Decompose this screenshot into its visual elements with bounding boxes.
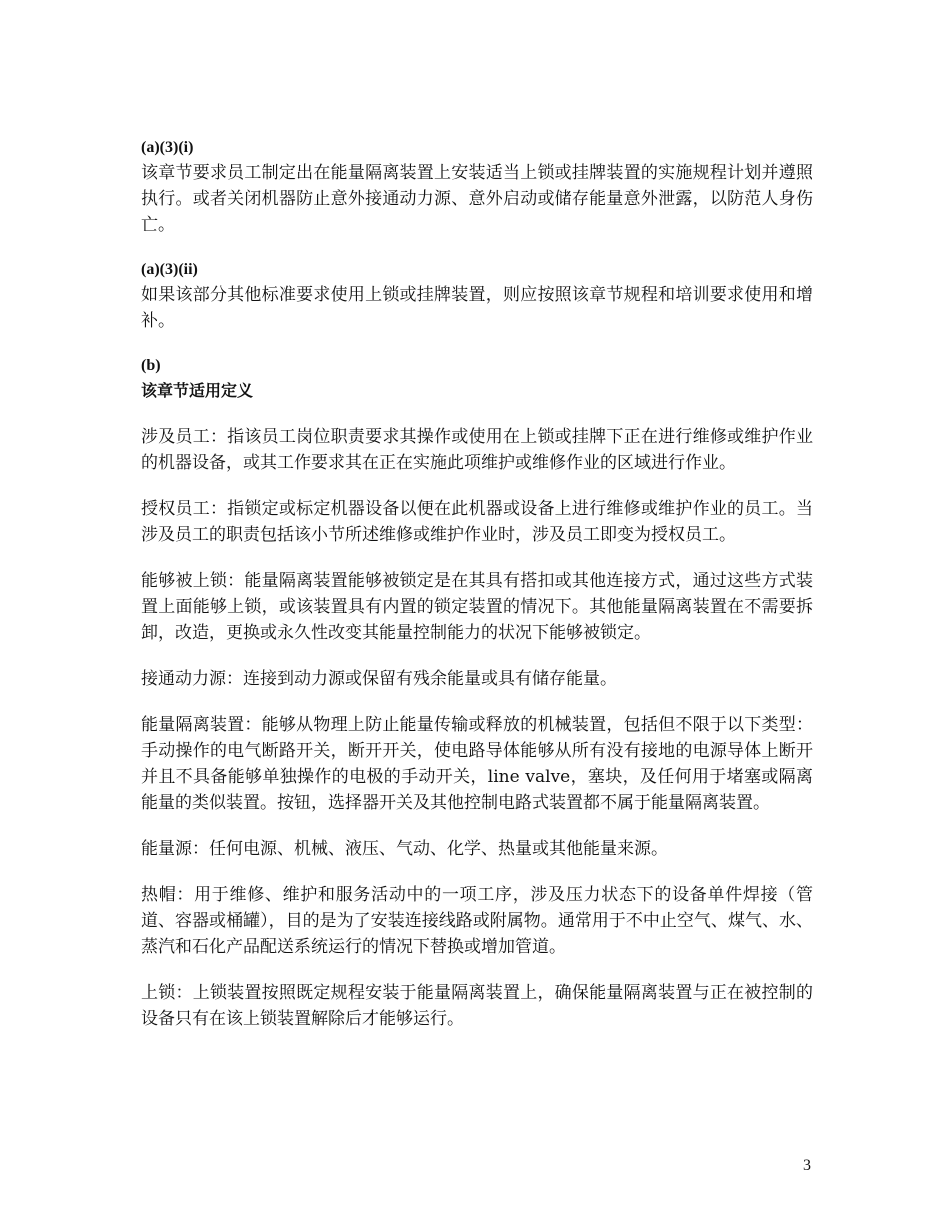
definition-item — [141, 836, 813, 862]
section-paragraph: 该章节要求员工制定出在能量隔离装置上安装适当上锁或挂牌装置的实施规程计划并遵照执行。或者关闭机器防止意外接通动力源、意外启动或储存能量意外泄露，以防范人身伤亡。 — [141, 163, 813, 235]
section-b — [141, 354, 813, 404]
definition-text: 授权员工：指锁定或标定机器设备以便在此机器或设备上进行维修或维护作业的员工。当涉及员工的职责包括该小节所述维修或维护作业时，涉及员工即变为授权员工。 — [141, 499, 813, 545]
definition-text: 能量源：任何电源、机械、液压、气动、化学、热量或其他能量来源。 — [141, 839, 668, 859]
definition-text: 热帽：用于维修、维护和服务活动中的一项工序，涉及压力状态下的设备单件焊接（管道、容器或桶罐），目的是为了安装连接线路或附属物。通常用于不中止空气、煤气、水、蒸汽和石化产品配送系统运行的情况下替换或增加管道。 — [141, 885, 813, 957]
section-heading: (b) — [141, 357, 161, 374]
definition-item — [141, 882, 813, 960]
definition-item — [141, 712, 813, 816]
document-body — [141, 136, 813, 1052]
definition-text: 接通动力源：连接到动力源或保留有残余能量或具有储存能量。 — [141, 669, 617, 689]
section-subheading: 该章节适用定义 — [141, 381, 254, 400]
section-paragraph: 如果该部分其他标准要求使用上锁或挂牌装置，则应按照该章节规程和培训要求使用和增补。 — [141, 285, 813, 331]
definition-text: 能够被上锁：能量隔离装置能够被锁定是在其具有搭扣或其他连接方式，通过这些方式装置上面能够上锁，或该装置具有内置的锁定装置的情况下。其他能量隔离装置在不需要拆卸，改造，更换或永久性改变其能量控制能力的状况下能够被锁定。 — [141, 571, 813, 643]
definition-text: 上锁：上锁装置按照既定规程安装于能量隔离装置上，确保能量隔离装置与正在被控制的设备只有在该上锁装置解除后才能够运行。 — [141, 983, 813, 1029]
definition-item — [141, 424, 813, 476]
definition-item — [141, 666, 813, 692]
section-a3i — [141, 136, 813, 238]
page-number: 3 — [803, 1157, 811, 1174]
section-heading: (a)(3)(ii) — [141, 261, 198, 278]
definition-text: 涉及员工：指该员工岗位职责要求其操作或使用在上锁或挂牌下正在进行维修或维护作业的机器设备，或其工作要求其在正在实施此项维护或维修作业的区域进行作业。 — [141, 427, 813, 473]
definition-item — [141, 568, 813, 646]
definition-item — [141, 980, 813, 1032]
definition-text: 能量隔离装置：能够从物理上防止能量传输或释放的机械装置，包括但不限于以下类型：手动操作的电气断路开关，断开开关，使电路导体能够从所有没有接地的电源导体上断开并且不具备能够单独操作的电极的手动开关，line valve，塞块，及任何用于堵塞或隔离能量的类似装置。按钮，选择器开关及其他控制电路式装置都不属于能量隔离装置。 — [141, 715, 813, 813]
definition-item — [141, 496, 813, 548]
section-heading: (a)(3)(i) — [141, 139, 194, 156]
section-a3ii — [141, 258, 813, 334]
